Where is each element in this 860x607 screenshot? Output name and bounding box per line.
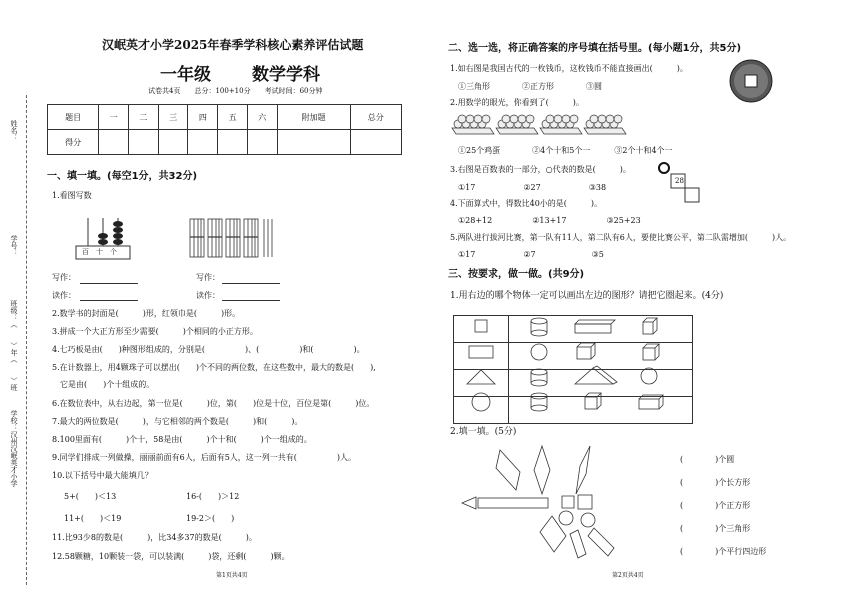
question-9: 9.同学们排成一列做操，丽丽前面有6人，后面有5人，这一列一共有( )人。: [52, 453, 357, 462]
question-6: 6.在数位表中，从右边起，第一位是( )位，第( )位是十位，百位是第( )位。: [52, 399, 375, 408]
score-header-cell: 四: [188, 105, 218, 130]
fill-rectangle-count: ( )个长方形: [680, 478, 751, 487]
fill-triangle-count: ( )个三角形: [680, 524, 751, 533]
read-answer-line-1[interactable]: [80, 300, 138, 301]
score-cell[interactable]: [99, 130, 129, 155]
section3-title: 三、按要求，做一做。(共9分): [448, 269, 585, 280]
s2-question-5: 5.两队进行拔河比赛，第一队有11人，第二队有6人，要使比赛公平，第二队需增加( )人。: [450, 233, 792, 242]
footer-page-right: 第2页共4页: [612, 572, 644, 579]
score-header-cell: 题目: [48, 105, 99, 130]
score-cell[interactable]: [188, 130, 218, 155]
s2-question-4: 4.下面算式中，得数比40小的是( )。: [450, 199, 603, 208]
score-header-cell: 总分: [350, 105, 401, 130]
question-12: 12.58颗糖，10颗装一袋，可以装满( )袋，还剩( )颗。: [52, 552, 290, 561]
s2-question-4-options: ①28+12 ②13+17 ③25+23: [458, 216, 641, 225]
hundred-chart-cell: 28: [675, 177, 684, 185]
question-5: 5.在计数器上，用4颗珠子可以摆出( )个不同的两位数，在这些数中，最大的数是( ),: [52, 363, 376, 372]
score-cell[interactable]: [350, 130, 401, 155]
read-label-1: 读作：: [52, 291, 76, 300]
score-header-cell: 附加题: [277, 105, 350, 130]
score-header-cell: 三: [158, 105, 188, 130]
score-table: [47, 104, 402, 155]
score-header-row: [48, 105, 402, 130]
target-shape-triangle: [454, 370, 509, 397]
side-school-label: 学校：汉州汉岷英才小学: [10, 410, 18, 487]
target-shape-rectangle: [454, 343, 509, 370]
write-answer-line-1[interactable]: [80, 283, 138, 284]
score-cell[interactable]: [247, 130, 277, 155]
s2-question-5-options: ①17 ②7 ③5: [458, 250, 604, 259]
section2-title: 二、选一选，将正确答案的序号填在括号里。(每小题1分，共5分): [448, 43, 742, 54]
s2-question-3-options: ①17 ②27 ③38: [458, 183, 607, 192]
fill-circle-count: ( )个圆: [680, 455, 735, 464]
s2-question-1-options: ①三角形 ②正方形 ③圆: [458, 82, 602, 91]
question-3: 3.拼成一个大正方形至少需要( )个相同的小正方形。: [52, 327, 258, 336]
write-answer-line-2[interactable]: [222, 283, 280, 284]
egg-trays-illustration: [450, 114, 640, 136]
exam-meta: 试卷共4页 总分：100+10分 考试时间：60分钟: [148, 87, 323, 95]
inequality-4: 19-2＞( ): [186, 514, 235, 523]
fill-square-count: ( )个正方形: [680, 501, 751, 510]
exam-title: 汉岷英才小学2025年春季学科核心素养评估试题: [102, 38, 364, 52]
fold-line: [26, 95, 27, 585]
side-class-label: 班级：（ ）年（ ）班: [10, 300, 18, 391]
read-answer-line-2[interactable]: [222, 300, 280, 301]
inequality-2: 16-( )＞12: [186, 492, 240, 501]
inequality-3: 11+( )＜19: [64, 514, 122, 523]
ancient-coin-icon: [728, 58, 774, 104]
score-cell[interactable]: [158, 130, 188, 155]
target-shape-circle: [454, 397, 509, 424]
grade-label: 一年级: [160, 65, 211, 85]
question-10: 10.以下括号中最大能填几？: [52, 471, 153, 480]
section1-title: 一、填一填。(每空1分，共32分): [47, 171, 198, 182]
s2-question-2-options: ①25个鸡蛋 ②4个十和5个一 ③2个十和4个一: [458, 146, 673, 155]
score-row: [48, 130, 402, 155]
objects-row-3: [509, 370, 693, 397]
score-cell[interactable]: [277, 130, 350, 155]
question-11: 11.比93少8的数是( )，比34多37的数是( )。: [52, 533, 257, 542]
q1-1-text: 1.看图写数: [52, 191, 92, 200]
objects-row-1: [509, 316, 693, 343]
score-cell[interactable]: [129, 130, 159, 155]
question-2: 2.数学书的封面是( )形，红领巾是( )形。: [52, 309, 241, 318]
target-shape-square: [454, 316, 509, 343]
footer-page-left: 第1页共4页: [216, 572, 248, 579]
question-7: 7.最大的两位数是( )，与它相邻的两个数是( )和( )。: [52, 417, 303, 426]
s3-question-2: 2.填一填。(5分): [450, 427, 517, 437]
abacus-place-labels: 百 十 个: [82, 248, 117, 256]
shape-figure-illustration: [458, 440, 638, 560]
read-label-2: 读作：: [196, 291, 220, 300]
stick-bundles-illustration: [188, 215, 278, 260]
question-4: 4.七巧板是由( )种图形组成的，分别是( )、( )和( )。: [52, 345, 365, 354]
write-label-2: 写作：: [196, 273, 220, 282]
question-5-cont: 它是由( )个十组成的。: [52, 380, 155, 389]
s2-question-2: 2.用数学的眼光，你看到了( )。: [450, 98, 584, 107]
score-header-cell: 二: [129, 105, 159, 130]
score-header-cell: 一: [99, 105, 129, 130]
shapes-table: [453, 315, 693, 424]
fill-parallelogram-count: ( )个平行四边形: [680, 547, 767, 556]
score-header-cell: 五: [218, 105, 248, 130]
s2-question-3: 3.右图是百数表的一部分，○代表的数是( )。: [450, 165, 631, 174]
side-id-label: 学号：: [10, 235, 18, 256]
score-header-cell: 六: [247, 105, 277, 130]
s2-question-1: 1.如右图是我国古代的一枚钱币，这枚钱币不能直接画出( )。: [450, 64, 688, 73]
inequality-1: 5+( )＜13: [64, 492, 117, 501]
subject-label: 数学学科: [252, 65, 320, 85]
side-name-label: 姓名：: [10, 120, 18, 141]
objects-row-2: [509, 343, 693, 370]
s3-question-1: 1.用右边的哪个物体一定可以画出左边的图形？请把它圈起来。(4分): [450, 291, 724, 301]
write-label-1: 写作：: [52, 273, 76, 282]
score-row-label: 得分: [48, 130, 99, 155]
score-cell[interactable]: [218, 130, 248, 155]
objects-row-4: [509, 397, 693, 424]
question-8: 8.100里面有( )个十，58是由( )个十和( )个一组成的。: [52, 435, 312, 444]
